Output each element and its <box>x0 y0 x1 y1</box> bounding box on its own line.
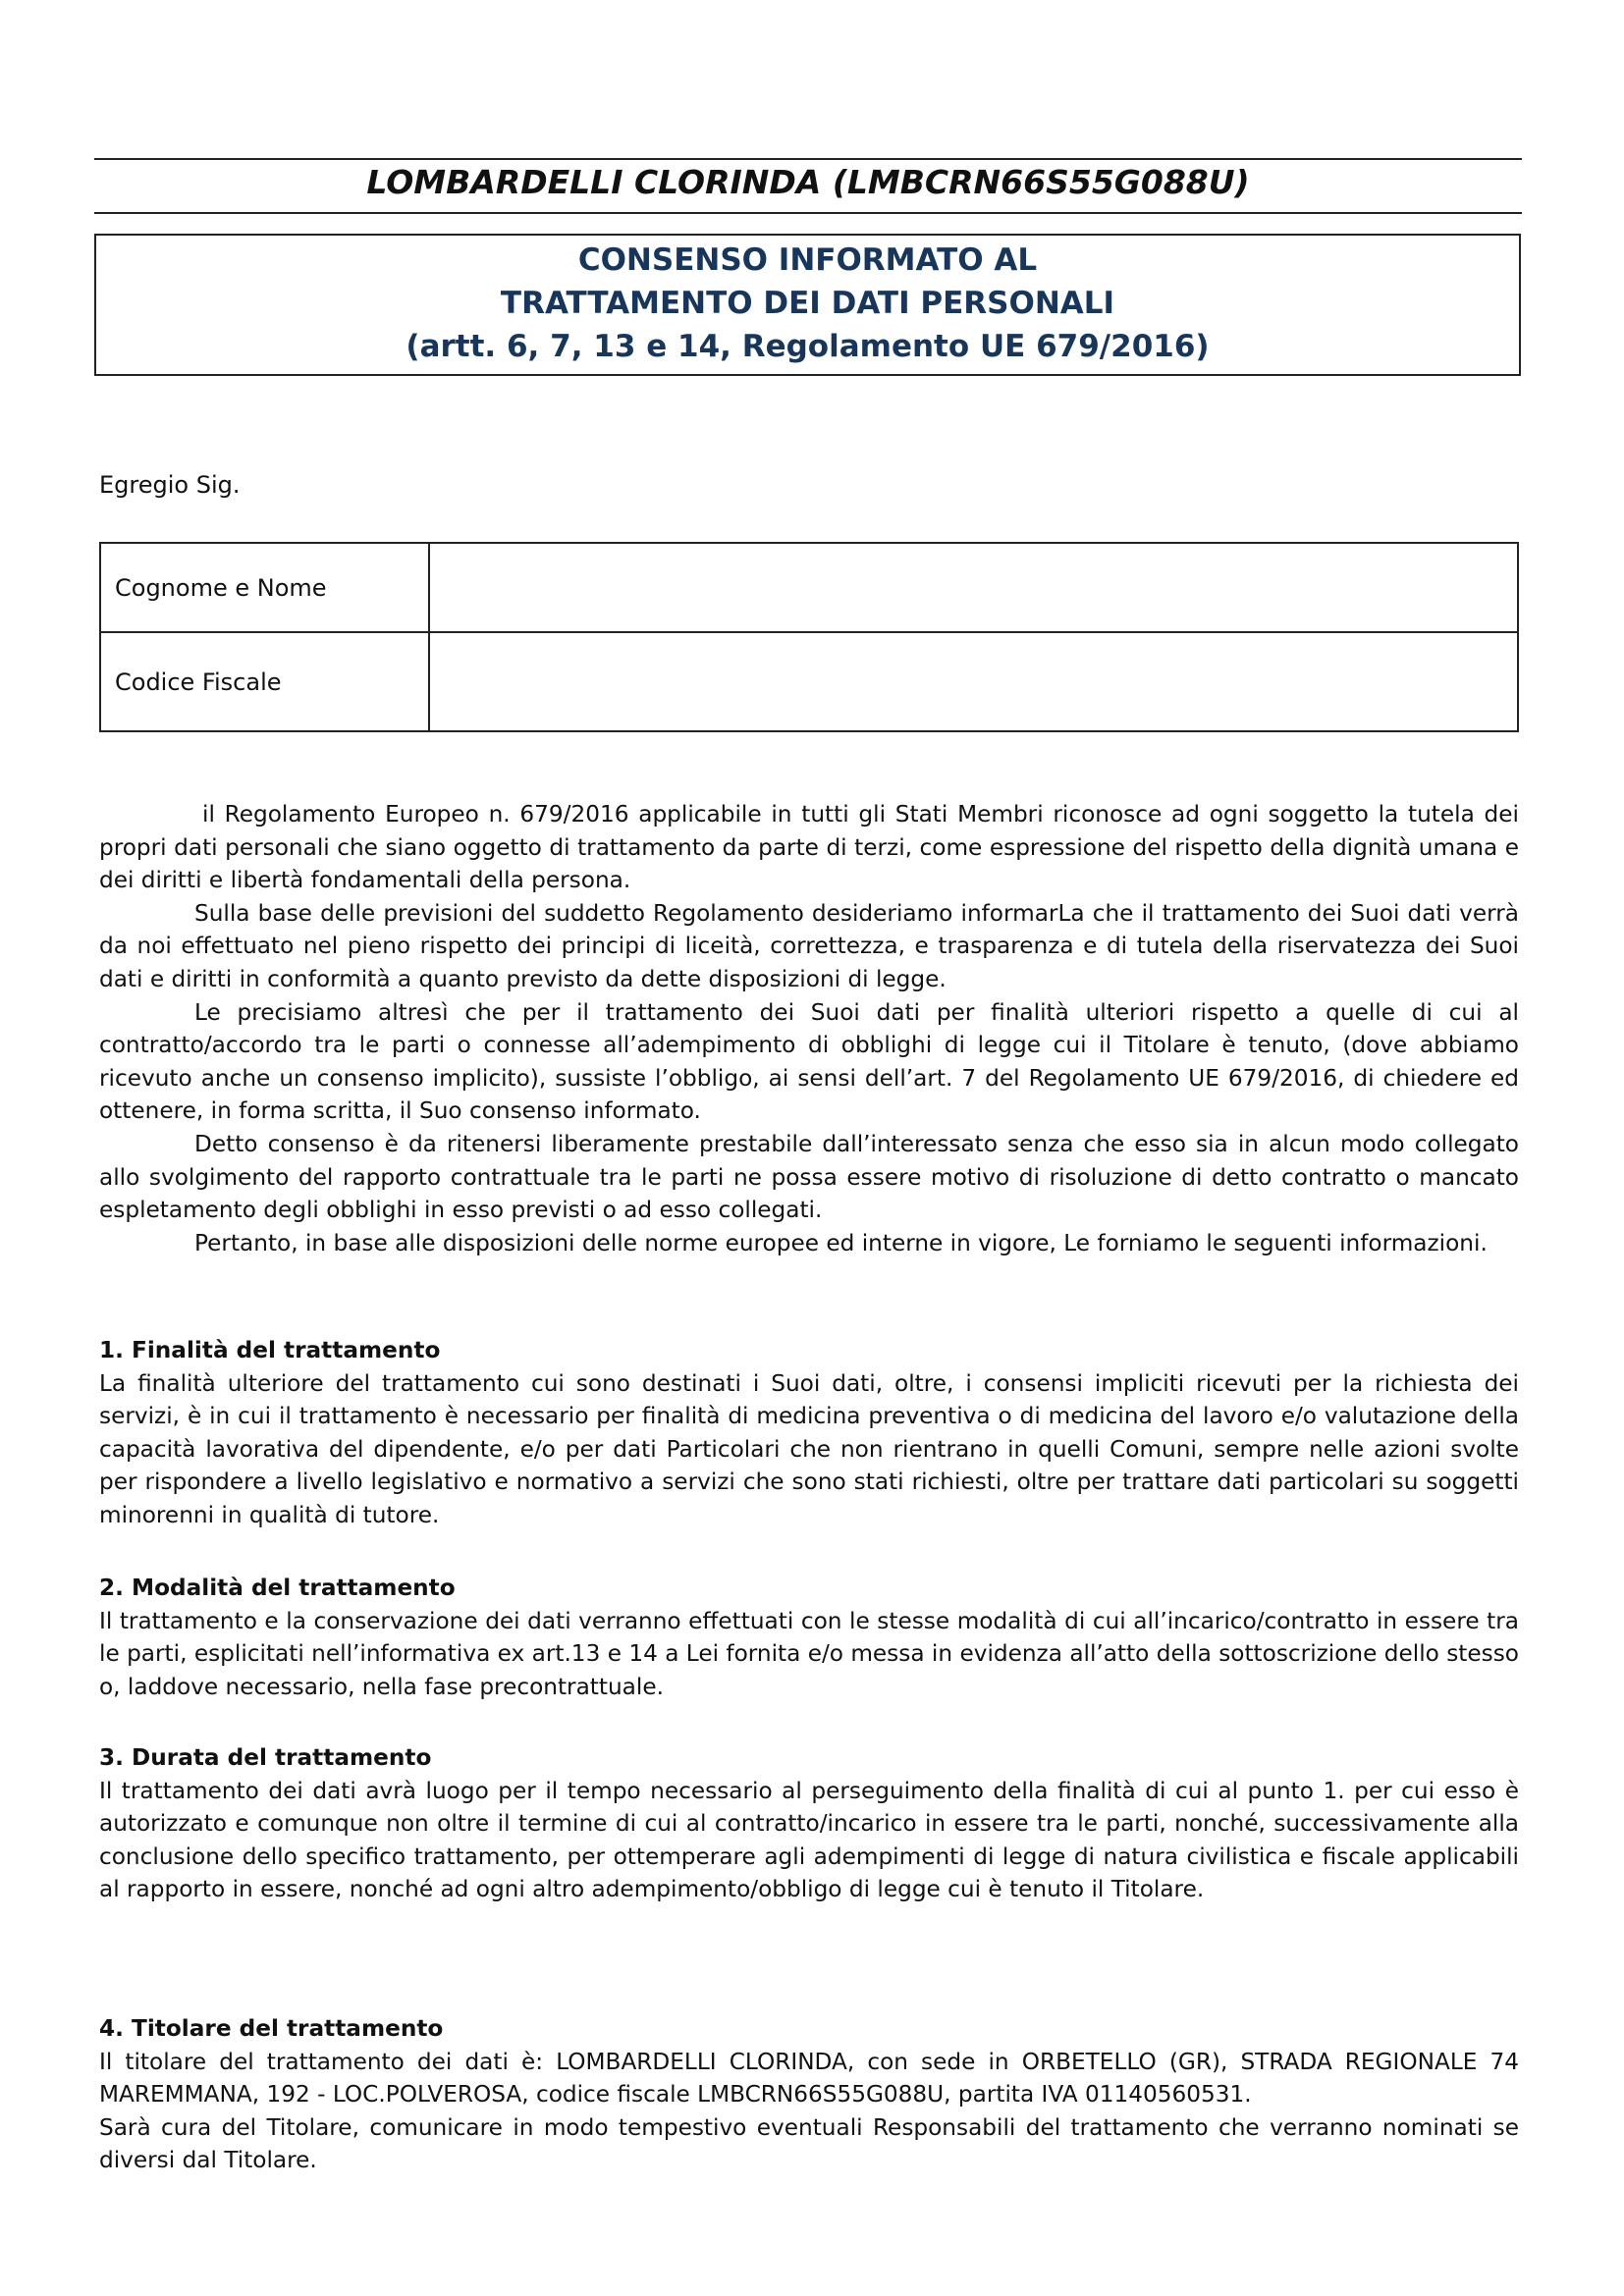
section-4-text: Il titolare del trattamento dei dati è: LOMBARDELLI CLORINDA, con sede in ORBETELLO (GR), STRADA REGIONALE 74 MAREMMANA, 192 - LOC.POLVEROSA, codice fiscale LMBCRN66S55G088U, partita IVA 01140560531. <box>99 2048 1519 2109</box>
section-3-title: 3. Durata del trattamento <box>99 1744 432 1771</box>
name-field[interactable] <box>429 543 1518 632</box>
section-2-text: Il trattamento e la conservazione dei dati verranno effettuati con le stesse modalità di cui all’incarico/contratto in essere tra le parti, esplicitati nell’informativa ex art.13 e 14 a Lei fornita e/o messa in evidenza all’atto della sottoscrizione dello stesso o, laddove necessario, nella fase precontrattuale. <box>99 1607 1519 1700</box>
intro-paragraph-1: il Regolamento Europeo n. 679/2016 applicabile in tutti gli Stati Membri riconosce ad ogni soggetto la tutela dei propri dati personali che siano oggetto di trattamento da parte di terzi, come espressione del rispetto della dignità umana e dei diritti e libertà fondamentali della persona. <box>99 801 1519 894</box>
fiscal-code-label: Codice Fiscale <box>100 632 429 731</box>
intro-text <box>99 798 1519 1259</box>
section-4-title: 4. Titolare del trattamento <box>99 2015 444 2042</box>
section-3-text: Il trattamento dei dati avrà luogo per il tempo necessario al perseguimento della finalità di cui al punto 1. per cui esso è autorizzato e comunque non oltre il termine di cui al contratto/incarico in essere tra le parti, nonché, successivamente alla conclusione dello specifico trattamento, per ottemperare agli adempimenti di legge di natura civilistica e fiscale applicabili al rapporto in essere, nonché ad ogni altro adempimento/obbligo di legge cui è tenuto il Titolare. <box>99 1777 1519 1903</box>
top-rule <box>94 158 1522 160</box>
company-underline <box>94 212 1522 214</box>
name-label: Cognome e Nome <box>100 543 429 632</box>
fiscal-code-field[interactable] <box>429 632 1518 731</box>
title-line-3: (artt. 6, 7, 13 e 14, Regolamento UE 679/2016) <box>406 329 1210 364</box>
section-3 <box>99 1741 1519 1906</box>
section-4 <box>99 2012 1519 2177</box>
section-1-text: La finalità ulteriore del trattamento cui sono destinati i Suoi dati, oltre, i consensi impliciti ricevuti per la richiesta dei servizi, è in cui il trattamento è necessario per finalità di medicina preventiva o di medicina del lavoro e/o valutazione della capacità lavorativa del dipendente, e/o per dati Particolari che non rientrano in quelli Comuni, sempre nelle azioni svolte per rispondere a livello legislativo e normativo a servizi che sono stati richiesti, oltre per trattare dati particolari su soggetti minorenni in qualità di tutore. <box>99 1369 1519 1528</box>
title-line-2: TRATTAMENTO DEI DATI PERSONALI <box>500 286 1115 321</box>
document-title-box <box>94 234 1521 376</box>
greeting: Egregio Sig. <box>99 471 241 499</box>
section-1-title: 1. Finalità del trattamento <box>99 1337 441 1363</box>
intro-paragraph-2: Sulla base delle previsioni del suddetto Regolamento desideriamo informarLa che il trattamento dei Suoi dati verrà da noi effettuato nel pieno rispetto dei principi di liceità, correttezza, e trasparenza e di tutela della riservatezza dei Suoi dati e diritti in conformità a quanto previsto da dette disposizioni di legge. <box>99 899 1519 992</box>
intro-paragraph-4: Detto consenso è da ritenersi liberamente prestabile dall’interessato senza che esso sia in alcun modo collegato allo svolgimento del rapporto contrattuale tra le parti ne possa essere motivo di risoluzione di detto contratto o mancato espletamento degli obblighi in esso previsti o ad esso collegati. <box>99 1130 1519 1224</box>
section-2 <box>99 1572 1519 1703</box>
title-line-1: CONSENSO INFORMATO AL <box>577 242 1038 278</box>
section-2-title: 2. Modalità del trattamento <box>99 1575 456 1601</box>
section-4-text-2: Sarà cura del Titolare, comunicare in modo tempestivo eventuali Responsabili del trattamento che verranno nominati se diversi dal Titolare. <box>99 2113 1519 2174</box>
intro-paragraph-5: Pertanto, in base alle disposizioni delle norme europee ed interne in vigore, Le forniamo le seguenti informazioni. <box>194 1229 1488 1256</box>
company-header: LOMBARDELLI CLORINDA (LMBCRN66S55G088U) <box>366 163 1250 201</box>
section-1 <box>99 1334 1519 1532</box>
intro-paragraph-3: Le precisiamo altresì che per il trattamento dei Suoi dati per finalità ulteriori rispetto a quelle di cui al contratto/accordo tra le parti o connesse all’adempimento di obblighi di legge cui il Titolare è tenuto, (dove abbiamo ricevuto anche un consenso implicito), sussiste l’obbligo, ai sensi dell’art. 7 del Regolamento UE 679/2016, di chiedere ed ottenere, in forma scritta, il Suo consenso informato. <box>99 998 1519 1125</box>
identity-table <box>99 542 1519 732</box>
